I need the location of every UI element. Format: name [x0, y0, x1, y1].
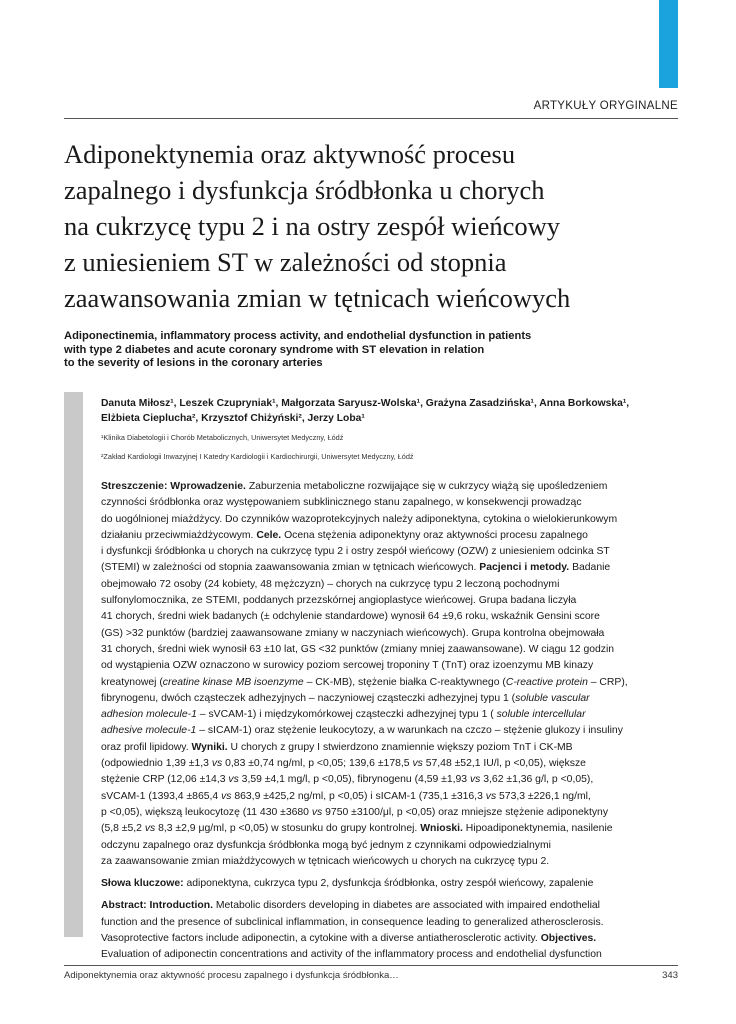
text-run: adhesion molecule-1 — [101, 709, 197, 721]
text-run: – sICAM-1) oraz stężenie leukocytozy, a w warunkach na czczo – stężenie glukozy i insuliny — [196, 725, 623, 737]
text-line — [101, 756, 681, 772]
text-run: U chorych z grupy I stwierdzono znamiennie większy poziom TnT i CK-MB — [227, 741, 573, 753]
abstract-side-bar — [64, 392, 83, 937]
title-en-line: Adiponectinemia, inflammatory process activity, and endothelial dysfunction in patients — [64, 330, 532, 342]
text-run: 57,48 ±52,1 IU/l, p <0,05), większe — [422, 758, 586, 770]
text-run: vs — [485, 790, 497, 802]
text-run: czynności śródbłonka oraz występowaniem subklinicznego stanu zapalnego, w konsekwencji prowadząc — [101, 497, 582, 509]
text-run: vs — [412, 758, 423, 770]
text-line — [101, 544, 681, 560]
keywords-text: adiponektyna, cukrzyca typu 2, dysfunkcja śródbłonka, ostry zespół wieńcowy, zapalenie — [183, 878, 594, 890]
text-run: sulfonylomocznika, ze STEMI, poddanych przezskórnej angioplastyce wieńcowej. Grupa badana liczyła — [101, 595, 577, 607]
text-line — [101, 947, 681, 963]
text-run: adhesive molecule-1 — [101, 725, 197, 737]
text-run: – CRP), — [587, 676, 628, 688]
text-run: C-reactive protein — [505, 676, 588, 688]
article-front-matter — [101, 396, 681, 964]
text-run: (STEMI) w zależności od stopnia zaawansowania zmian w tętnicach wieńcowych. — [101, 562, 480, 574]
text-line — [101, 854, 681, 870]
text-line — [101, 789, 681, 805]
keywords-label: Słowa kluczowe: — [101, 878, 184, 890]
author-line: Elżbieta Cieplucha², Krzysztof Chiżyński², Jerzy Loba¹ — [101, 413, 365, 424]
text-run: vs — [144, 823, 156, 835]
text-run: Pacjenci i metody. — [479, 562, 570, 574]
article-title-polish — [64, 136, 684, 316]
title-line: z uniesieniem ST w zależności od stopnia — [64, 247, 507, 277]
text-run: Wyniki. — [191, 741, 228, 753]
article-title-english — [64, 330, 684, 371]
running-title: Adiponektynemia oraz aktywność procesu zapalnego i dysfunkcja śródbłonka… — [64, 970, 399, 981]
text-run: Objectives. — [540, 933, 597, 945]
text-run: kreatynowej ( — [101, 676, 163, 688]
text-line — [101, 772, 681, 788]
author-line: Danuta Miłosz¹, Leszek Czupryniak¹, Małgorzata Saryusz-Wolska¹, Grażyna Zasadzińska¹, Anna Borkowska¹, — [101, 398, 630, 409]
title-line: na cukrzycę typu 2 i na ostry zespół wieńcowy — [64, 211, 560, 241]
text-run: Wnioski. — [420, 823, 463, 835]
text-run: Vasoprotective factors include adiponectin, a cytokine with a diverse antiatherosclerotic activity. — [101, 933, 541, 945]
text-run: 41 chorych, średni wiek badanych (± odchylenie standardowe) wynosił 64 ±9,6 roku, wskaźnik Gensini score — [101, 611, 600, 623]
text-run: Badanie — [569, 562, 611, 574]
text-run: i dysfunkcji śródbłonka u chorych na cukrzycę typu 2 i ostry zespół wieńcowy (OZW) z uniesieniem odcinka ST — [101, 546, 610, 558]
title-line: Adiponektynemia oraz aktywność procesu — [64, 139, 516, 169]
text-run: 0,83 ±0,74 ng/ml, p <0,05; 139,6 ±178,5 — [222, 758, 413, 770]
text-run: creatine kinase MB isoenzyme — [162, 676, 304, 688]
text-run: Streszczenie: Wprowadzenie. — [101, 481, 246, 492]
text-run: oraz profil lipidowy. — [101, 741, 192, 753]
text-run: działaniu przeciwmiażdżycowym. — [101, 529, 257, 541]
text-run: Metabolic disorders developing in diabetes are associated with impaired endothelial — [212, 900, 600, 912]
text-line — [101, 626, 681, 642]
text-run: – sVCAM-1) i międzykomórkowej cząsteczki adhezyjnej typu 1 ( — [196, 709, 497, 721]
text-run: (5,8 ±5,2 — [101, 823, 145, 835]
text-run: Hipoadiponektynemia, nasilenie — [462, 823, 613, 835]
title-line: zapalnego i dysfunkcja śródbłonka u chorych — [64, 175, 545, 205]
text-run: – CK-MB), stężenie białka C-reaktywnego ( — [303, 676, 506, 688]
text-run: p <0,05), większą leukocytozę (11 430 ±3680 — [101, 806, 312, 818]
text-run: vs — [469, 774, 481, 786]
abstract-polish — [101, 479, 681, 870]
text-run: 8,3 ±2,9 μg/ml, p <0,05) w stosunku do grupy kontrolnej. — [155, 823, 421, 835]
text-run: function and the presence of subclinical inflammation, in consequence leading to generalized atherosclerosis. — [101, 916, 604, 928]
text-run: za zaawansowanie zmian miażdżycowych w tętnicach wieńcowych u chorych na cukrzycę typu 2. — [101, 855, 550, 867]
text-run: sVCAM-1 (1393,4 ±865,4 — [101, 790, 222, 802]
text-line — [101, 915, 681, 931]
text-line — [101, 479, 681, 495]
text-line — [101, 691, 681, 707]
text-run: Abstract: Introduction. — [101, 900, 213, 912]
text-run: vs — [228, 774, 239, 786]
text-run: 3,59 ±4,1 mg/l, p <0,05), fibrynogenu (4,59 ±1,93 — [238, 774, 470, 786]
text-run: od wystąpienia OZW oznaczono w surowicy poziom sercowej troponiny T (TnT) oraz izoenzymu MB kinazy — [101, 660, 594, 672]
text-line — [101, 495, 681, 511]
text-run: vs — [221, 790, 232, 802]
text-line — [101, 675, 681, 691]
text-run: 573,3 ±226,1 ng/ml, — [496, 790, 591, 802]
affiliation-1: ¹Klinika Diabetologii i Chorób Metabolicznych, Uniwersytet Medyczny, Łódź — [101, 433, 344, 442]
text-line — [101, 898, 681, 914]
text-run: do uogólnionej miażdżycy. Do czynników wazoprotekcyjnych należy adiponektyna, cytokina o wielokierunkowym — [101, 513, 618, 525]
text-run: Cele. — [256, 529, 282, 541]
text-line — [101, 528, 681, 544]
text-line — [101, 931, 681, 947]
title-line: zaawansowania zmian w tętnicach wieńcowych — [64, 283, 571, 313]
page-number: 343 — [662, 970, 678, 981]
text-run: Ocena stężenia adiponektyny oraz aktywności procesu zapalnego — [281, 529, 588, 541]
text-run: Zaburzenia metaboliczne rozwijające się w cukrzycy wiążą się upośledzeniem — [245, 481, 608, 492]
text-run: fibrynogenu, dwóch cząsteczek adhezyjnych – naczyniowej cząsteczki adhezyjnej typu 1 ( — [101, 692, 516, 704]
section-label: ARTYKUŁY ORYGINALNE — [533, 100, 678, 112]
title-en-line: to the severity of lesions in the coronary arteries — [64, 357, 323, 369]
text-run: obejmowało 72 osoby (24 kobiety, 48 mężczyzn) – chorych na cukrzycę typu 2 leczoną pochodnymi — [101, 578, 560, 590]
text-line — [101, 740, 681, 756]
text-line — [101, 805, 681, 821]
text-line — [101, 593, 681, 609]
text-line — [101, 707, 681, 723]
section-divider — [64, 118, 678, 119]
text-line — [101, 723, 681, 739]
affiliation-2: ²Zakład Kardiologii Inwazyjnej I Katedry Kardiologii i Kardiochirurgii, Uniwersytet Medyczny, Łódź — [101, 452, 414, 461]
abstract-english — [101, 898, 681, 963]
text-run: vs — [311, 806, 323, 818]
title-en-line: with type 2 diabetes and acute coronary syndrome with ST elevation in relation — [64, 343, 485, 356]
text-line — [101, 577, 681, 593]
text-run: (odpowiednio 1,39 ±1,3 — [101, 758, 212, 770]
text-run: stężenie CRP (12,06 ±14,3 — [101, 774, 229, 786]
text-run: Evaluation of adiponectin concentrations and activity of the inflammatory process and endothelial dysfunction — [101, 949, 602, 961]
text-run: 31 chorych, średni wiek wynosił 63 ±10 lat, GS <32 punktów (zmiany mniej zaawansowane). W ciągu 12 godzin — [101, 643, 615, 655]
text-line — [101, 560, 681, 576]
text-run: 9750 ±3100/μl, p <0,05) oraz mniejsze stężenie adiponektyny — [322, 806, 609, 818]
text-line — [101, 609, 681, 625]
text-line — [101, 838, 681, 854]
text-run: 863,9 ±425,2 ng/ml, p <0,05) i sICAM-1 (735,1 ±316,3 — [231, 790, 486, 802]
text-run: 3,62 ±1,36 g/l, p <0,05), — [480, 774, 594, 786]
footer-divider — [64, 965, 678, 966]
text-line — [101, 512, 681, 528]
text-line — [101, 642, 681, 658]
text-run: odczynu zapalnego oraz dysfunkcja śródbłonka mogą być jednym z czynnikami odpowiedzialnymi — [101, 839, 551, 851]
author-list — [101, 396, 681, 426]
text-run: soluble vascular — [515, 692, 590, 704]
text-run: vs — [211, 758, 223, 770]
keywords-polish — [101, 876, 681, 892]
text-run: (GS) >32 punktów (bardziej zaawansowane zmiany w naczyniach wieńcowych). Grupa kontrolna obejmowała — [101, 627, 605, 639]
accent-bar — [659, 0, 678, 88]
text-line — [101, 658, 681, 674]
text-line — [101, 821, 681, 837]
text-run: soluble intercellular — [496, 709, 586, 721]
